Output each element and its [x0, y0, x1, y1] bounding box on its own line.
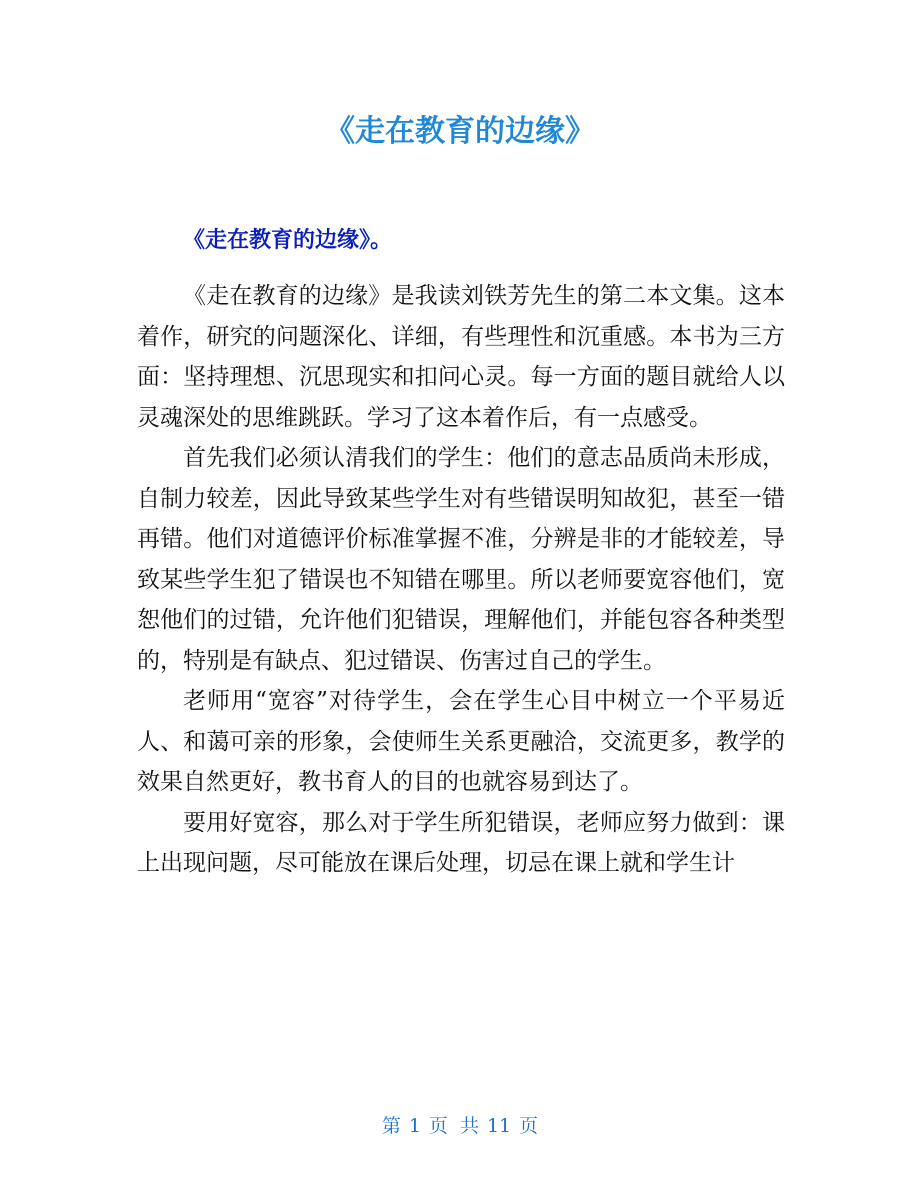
- document-title: 《走在教育的边缘》: [325, 114, 595, 149]
- footer-prefix: 第: [381, 1115, 401, 1137]
- footer-suffix: 页: [519, 1115, 539, 1137]
- page-footer: [0, 1112, 920, 1140]
- footer-middle: 页 共: [428, 1115, 479, 1137]
- paragraph-2: 首先我们必须认清我们的学生：他们的意志品质尚未形成，自制力较差，因此导致某些学生对有些错误明知故犯，甚至一错再错。他们对道德评价标准掌握不准，分辨是非的才能较差，导致某些学生犯了错误也不知错在哪里。所以老师要宽容他们，宽恕他们的过错，允许他们犯错误，理解他们，并能包容各种类型的，特别是有缺点、犯过错误、伤害过自己的学生。: [137, 445, 785, 674]
- section-heading: 《走在教育的边缘》。: [183, 228, 393, 253]
- footer-page-number: 1: [408, 1115, 421, 1137]
- paragraph-1: 《走在教育的边缘》是我读刘铁芳先生的第二本文集。这本着作，研究的问题深化、详细，有些理性和沉重感。本书为三方面：坚持理想、沉思现实和扣问心灵。每一方面的题目就给人以灵魂深处的思维跳跃。学习了这本着作后，有一点感受。: [137, 283, 785, 431]
- footer-total-pages: 11: [486, 1115, 512, 1137]
- paragraph-4: 要用好宽容，那么对于学生所犯错误，老师应努力做到：课上出现问题，尽可能放在课后处理，切忌在课上就和学生计: [137, 809, 785, 876]
- document-body: [137, 276, 785, 884]
- paragraph-3: 老师用“宽容”对待学生，会在学生心目中树立一个平易近人、和蔼可亲的形象，会使师生关系更融洽，交流更多，教学的效果自然更好，教书育人的目的也就容易到达了。: [137, 688, 785, 795]
